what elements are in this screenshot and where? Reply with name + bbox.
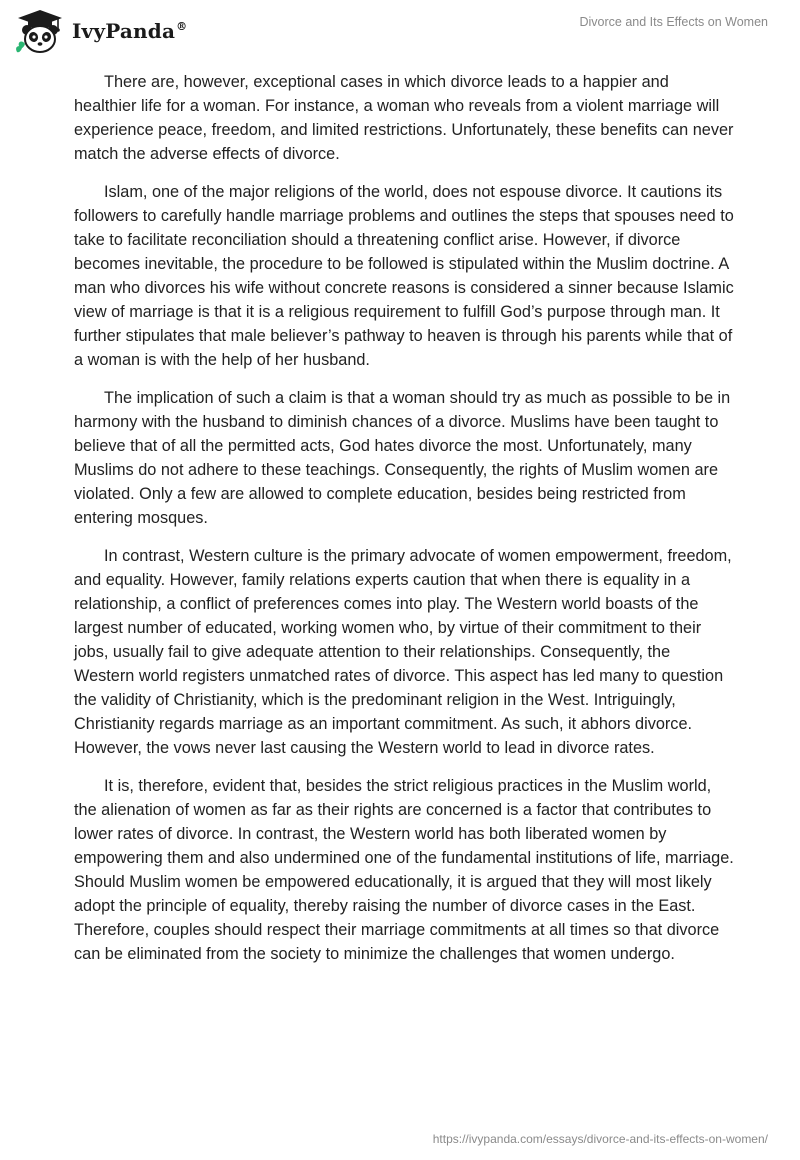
paragraph: There are, however, exceptional cases in which divorce leads to a happier and healthier life for a woman. For instance, a woman who reveals from a violent marriage will experience peace, freedom, and limited restrictions. Unfortunately, these benefits can never match the adverse effects of divorce. xyxy=(74,73,734,163)
paragraph: In contrast, Western culture is the primary advocate of women empowerment, freedom, and equality. However, family relations experts caution that when there is equality in a relationship, a conflict of preferences comes into play. The Western world boasts of the largest number of educated, working women who, by virtue of their commitment to their jobs, usually fail to give adequate attention to their relationships. Consequently, the Western world registers unmatched rates of divorce. This aspect has led many to question the validity of Christianity, which is the predominant religion in the West. Intriguingly, Christianity regards marriage as an important commitment. As such, it abhors divorce. However, the vows never last causing the Western world to lead in divorce rates. xyxy=(74,547,732,757)
essay-body xyxy=(74,70,734,980)
registered-mark: ® xyxy=(176,20,188,34)
brand-name-text: IvyPanda xyxy=(72,19,176,43)
paragraph: It is, therefore, evident that, besides the strict religious practices in the Muslim world, the alienation of women as far as their rights are concerned is a factor that contributes to lower rates of divorce. In contrast, the Western world has both liberated women by empowering them and also undermined one of the fundamental institutions of life, marriage. Should Muslim women be empowered educationally, it is argued that they will most likely adopt the principle of equality, thereby raising the number of divorce cases in the East. Therefore, couples should respect their marriage commitments at all times so that divorce can be eliminated from the society to minimize the challenges that women undergo. xyxy=(74,777,734,963)
source-url[interactable]: https://ivypanda.com/essays/divorce-and-its-effects-on-women/ xyxy=(432,1132,768,1146)
page-header xyxy=(0,0,800,60)
paragraph: The implication of such a claim is that a woman should try as much as possible to be in harmony with the husband to diminish chances of a divorce. Muslims have been taught to believe that of all the permitted acts, God hates divorce the most. Unfortunately, many Muslims do not adhere to these teachings. Consequently, the rights of Muslim women are violated. Only a few are allowed to complete education, besides being restricted from entering mosques. xyxy=(74,389,731,527)
brand-name xyxy=(72,19,187,43)
document-title: Divorce and Its Effects on Women xyxy=(579,15,768,29)
ivypanda-logo[interactable] xyxy=(14,8,187,54)
paragraph: Islam, one of the major religions of the world, does not espouse divorce. It cautions its followers to carefully handle marriage problems and outlines the steps that spouses need to take to facilitate reconciliation should a threatening conflict arise. However, if divorce becomes inevitable, the procedure to be followed is stipulated within the Muslim doctrine. A man who divorces his wife without concrete reasons is considered a sinner because Islamic view of marriage is that it is a religious requirement to fulfill God’s purpose through man. It further stipulates that male believer’s pathway to heaven is through his parents while that of a woman is with the help of her husband. xyxy=(74,183,734,369)
panda-graduate-icon xyxy=(14,8,66,54)
